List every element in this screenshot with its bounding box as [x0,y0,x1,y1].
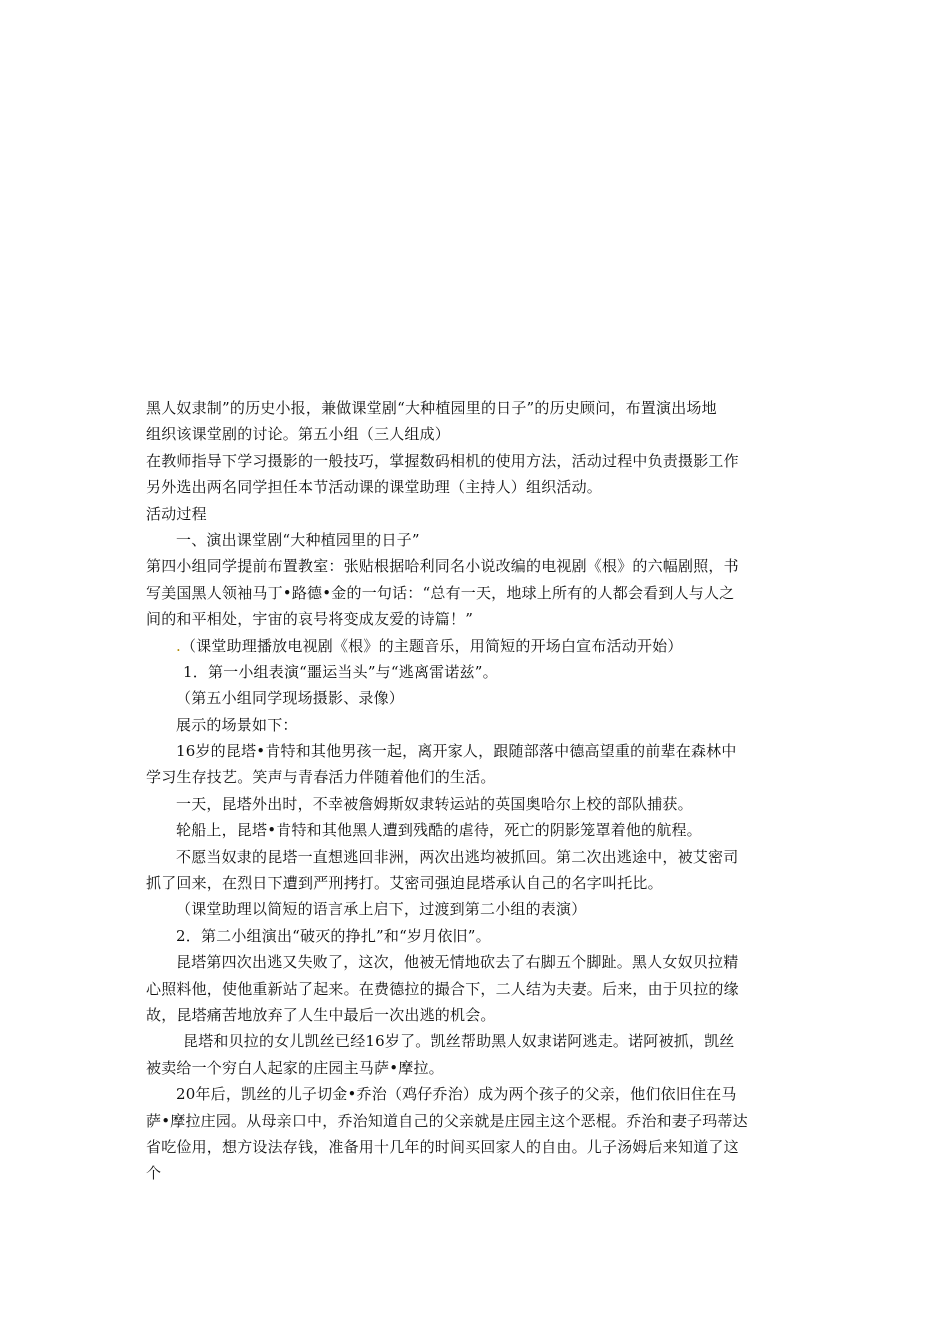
subsection-heading: 一、演出课堂剧“大种植园里的日子” [176,530,420,549]
text-line: 个 [146,1164,162,1183]
text-line: 在教师指导下学习摄影的一般技巧，掌握数码相机的使用方法，活动过程中负责摄影工作 [146,451,739,470]
text-line: 黑人奴隶制”的历史小报，兼做课堂剧“大种植园里的日子”的历史顾问，布置演出场地 [146,399,717,417]
text-line: （第五小组同学现场摄影、录像） [176,689,405,708]
text-line: 20年后，凯丝的儿子切金•乔治（鸡仔乔治）成为两个孩子的父亲，他们依旧住在马 [176,1085,737,1104]
text-line: 学习生存技艺。笑声与青春活力伴随着他们的生活。 [146,768,496,787]
text-line: 不愿当奴隶的昆塔一直想逃回非洲，两次出逃均被抓回。第二次出逃途中，被艾密司 [176,847,739,866]
text-line: 另外选出两名同学担任本节活动课的课堂助理（主持人）组织活动。 [146,478,603,497]
text-line: 心照料他，使他重新站了起来。在费德拉的撮合下，二人结为夫妻。后来，由于贝拉的缘 [146,979,739,998]
text-line: 抓了回来，在烈日下遭到严刑拷打。艾密司强迫昆塔承认自己的名字叫托比。 [146,874,663,893]
text-line: 写美国黑人领袖马丁•路德•金的一句话：“总有一天，地球上所有的人都会看到人与人之 [146,583,735,602]
text-line [146,633,814,659]
text-line: 省吃俭用，想方设法存钱，准备用十几年的时间买回家人的自由。儿子汤姆后来知道了这 [146,1137,739,1156]
text-line: 间的和平相处，宇宙的哀号将变成友爱的诗篇！” [146,610,474,629]
text-line: 展示的场景如下： [176,715,298,734]
document-body [146,395,814,1187]
text-line: 萨•摩拉庄园。从母亲口中，乔治知道自己的父亲就是庄园主这个恶棍。乔治和妻子玛蒂达 [146,1111,748,1130]
text-line: 昆塔和贝拉的女儿凯丝已经16岁了。凯丝帮助黑人奴隶诺阿逃走。诺阿被抓，凯丝 [183,1032,735,1051]
numbered-item: 1．第一小组表演“噩运当头”与“逃离雷诺兹”。 [183,662,498,681]
text-line: 第四小组同学提前布置教室：张贴根据哈利同名小说改编的电视剧《根》的六幅剧照，书 [146,557,739,576]
text-line: 轮船上，昆塔•肯特和其他黑人遭到残酷的虐待，死亡的阴影笼罩着他的航程。 [176,821,702,840]
text-line: 一天，昆塔外出时，不幸被詹姆斯奴隶转运站的英国奥哈尔上校的部队捕获。 [176,794,693,813]
text-line: 昆塔第四次出逃又失败了，这次，他被无情地砍去了右脚五个脚趾。黑人女奴贝拉精 [176,953,739,972]
text-line: 被卖给一个穷白人起家的庄园主马萨•摩拉。 [146,1058,444,1077]
section-heading: 活动过程 [146,504,207,523]
numbered-item: 2．第二小组演出“破灭的挣扎”和“岁月依旧”。 [176,926,491,945]
text-line: 16岁的昆塔•肯特和其他男孩一起，离开家人，跟随部落中德高望重的前辈在森林中 [176,742,737,761]
text-line: 故，昆塔痛苦地放弃了人生中最后一次出逃的机会。 [146,1005,496,1024]
text-line: （课堂助理以简短的语言承上启下，过渡到第二小组的表演） [176,900,587,919]
text-line-content: （课堂助理播放电视剧《根》的主题音乐，用简短的开场白宣布活动开始） [180,636,683,655]
text-line: 组织该课堂剧的讨论。第五小组（三人组成） [146,425,451,444]
margin-mark: . [176,636,181,655]
